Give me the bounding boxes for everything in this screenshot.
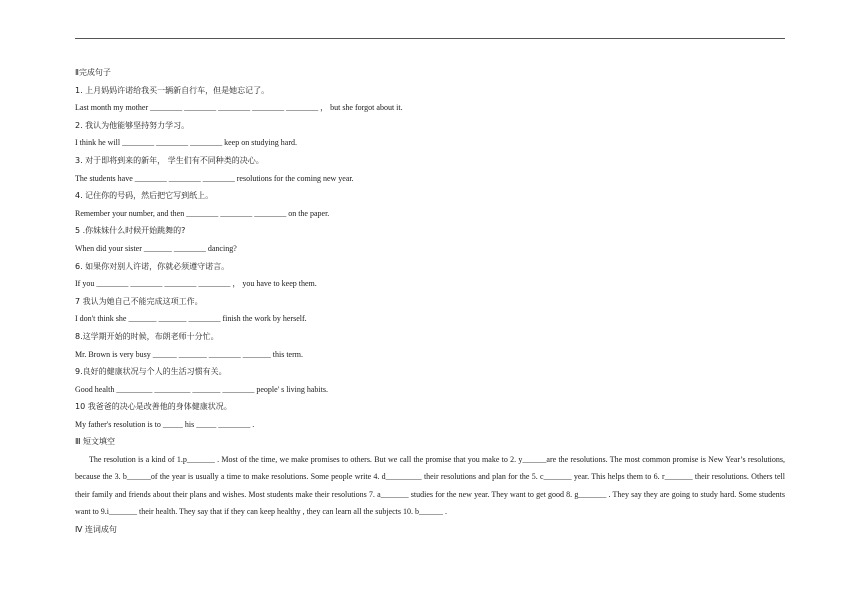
item-8-chinese: 8.这学期开始的时候，布朗老师十分忙。 xyxy=(75,331,219,341)
item-6-english: If you ________ ________ ________ ________ ， you have to keep them. xyxy=(75,279,317,289)
item-3-english: The students have ________ ________ ________ resolutions for the coming new year. xyxy=(75,173,354,183)
cloze-paragraph: The resolution is a kind of 1.p_______ . Most of the time, we make promises to others. But we call the promise that you make to 2. y______are the resolutions. The most common promise is New Year’s resolutions, because the 3. b______of the year is usually a time to make resolutions. Some people write 4. d_________ their resolutions and plan for the 5. c_______ year. This helps them to 6. r_______ their resolutions. Others tell their family and friends about their plans and wishes. Most students make their resolutions 7. a_______ studies for the new year. They want to get good 8. g_______ . They say they are going to study hard. Some students want to 9.i_______ their health. They say that if they can keep healthy , they can learn all the subjects 10. b______ . xyxy=(75,455,785,517)
item-10-english: My father's resolution is to _____ his _____ ________ . xyxy=(75,419,255,429)
item-1-english: Last month my mother ________ ________ ________ ________ ________ ， but she forgot about it. xyxy=(75,103,403,113)
item-4-english: Remember your number, and then ________ ________ ________ on the paper. xyxy=(75,208,330,218)
item-1-chinese: 1. 上月妈妈许诺给我买一辆新自行车，但是她忘记了。 xyxy=(75,85,270,95)
item-9-english: Good health _________ _________ _______ ________ people' s living habits. xyxy=(75,384,328,394)
item-5-chinese: 5 .你妹妹什么时候开始跳舞的? xyxy=(75,226,186,236)
item-7-chinese: 7 我认为她自己不能完成这项工作。 xyxy=(75,296,203,306)
item-7-english: I don't think she _______ _______ ________ finish the work by herself. xyxy=(75,314,307,324)
item-4-chinese: 4. 记住你的号码，然后把它写到纸上。 xyxy=(75,191,214,201)
item-5-english: When did your sister _______ ________ dancing? xyxy=(75,243,237,253)
item-2-english: I think he will ________ ________ ________ keep on studying hard. xyxy=(75,138,297,148)
item-6-chinese: 6. 如果你对别人许诺，你就必须遵守诺言。 xyxy=(75,261,230,271)
section-heading-word-order: Ⅳ 连词成句 xyxy=(75,524,117,534)
section-heading-cloze: Ⅲ 短文填空 xyxy=(75,437,116,447)
item-9-chinese: 9.良好的健康状况与个人的生活习惯有关。 xyxy=(75,367,227,377)
header-rule xyxy=(75,38,785,39)
item-3-chinese: 3. 对于即将到来的新年， 学生们有不同种类的决心。 xyxy=(75,155,264,165)
item-10-chinese: 10 我爸爸的决心是改善他的身体健康状况。 xyxy=(75,402,232,412)
worksheet-content xyxy=(75,64,785,538)
item-8-english: Mr. Brown is very busy ______ _______ ________ _______ this term. xyxy=(75,349,303,359)
section-heading-complete-sentences: Ⅱ完成句子 xyxy=(75,68,111,77)
item-2-chinese: 2. 我认为他能够坚持努力学习。 xyxy=(75,120,190,130)
